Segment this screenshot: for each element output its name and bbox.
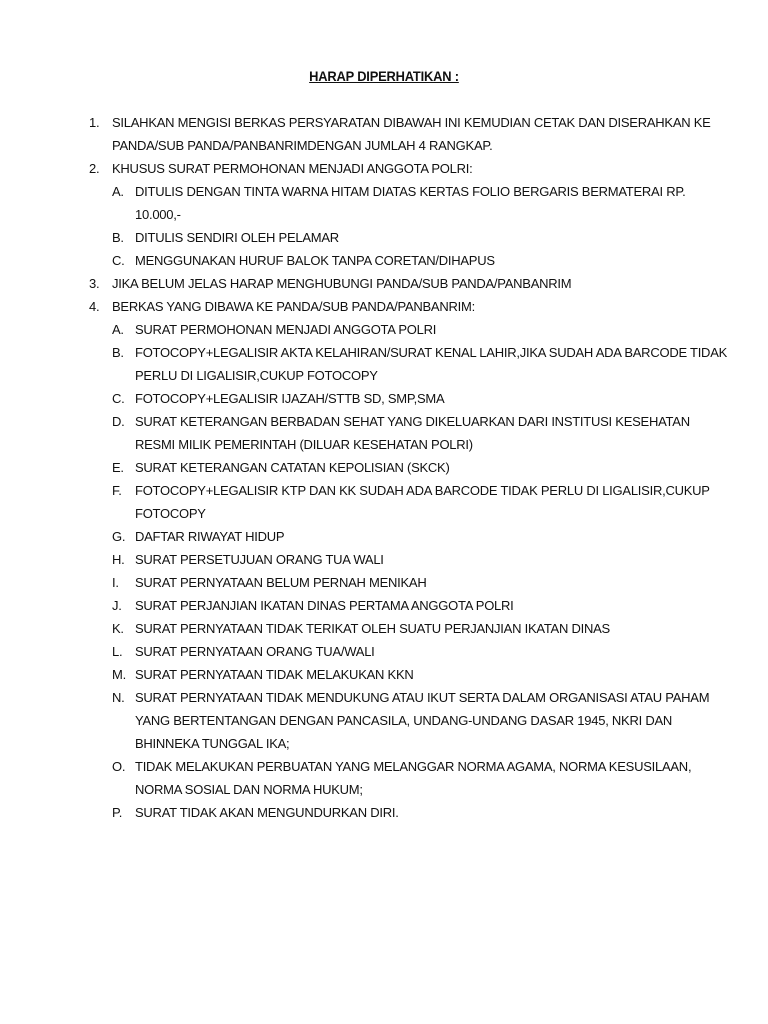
sub-list-item	[112, 801, 689, 824]
list-number: K.	[112, 621, 124, 636]
sub-list-item	[112, 318, 689, 341]
list-text	[112, 157, 689, 180]
text-line: 10.000,-	[135, 207, 181, 222]
list-text	[112, 111, 711, 157]
text-line: SILAHKAN MENGISI BERKAS PERSYARATAN DIBAWAH INI KEMUDIAN CETAK DAN DISERAHKAN KE	[112, 115, 711, 130]
text-line: SURAT PERNYATAAN BELUM PERNAH MENIKAH	[135, 575, 427, 590]
text-line: TIDAK MELAKUKAN PERBUATAN YANG MELANGGAR NORMA AGAMA, NORMA KESUSILAAN,	[135, 759, 692, 774]
list-number: M.	[112, 667, 126, 682]
text-line: NORMA SOSIAL DAN NORMA HUKUM;	[135, 782, 363, 797]
list-text	[135, 594, 689, 617]
text-line: FOTOCOPY+LEGALISIR IJAZAH/STTB SD, SMP,SMA	[135, 391, 445, 406]
text-line: PERLU DI LIGALISIR,CUKUP FOTOCOPY	[135, 368, 378, 383]
text-line: FOTOCOPY	[135, 506, 206, 521]
list-text	[135, 571, 689, 594]
list-text	[135, 801, 689, 824]
sub-list-item	[112, 548, 689, 571]
list-text	[135, 226, 689, 249]
text-line: JIKA BELUM JELAS HARAP MENGHUBUNGI PANDA/SUB PANDA/PANBANRIM	[112, 276, 572, 291]
sub-list-item	[112, 686, 710, 755]
list-text	[112, 295, 689, 318]
list-number: N.	[112, 690, 125, 705]
list-text	[135, 387, 689, 410]
text-line: DAFTAR RIWAYAT HIDUP	[135, 529, 285, 544]
sub-list-item	[112, 341, 728, 387]
text-line: FOTOCOPY+LEGALISIR AKTA KELAHIRAN/SURAT KENAL LAHIR,JIKA SUDAH ADA BARCODE TIDAK	[135, 345, 728, 360]
text-line: SURAT PERSETUJUAN ORANG TUA WALI	[135, 552, 384, 567]
list-number: B.	[112, 230, 124, 245]
text-line: SURAT TIDAK AKAN MENGUNDURKAN DIRI.	[135, 805, 399, 820]
sub-list-item	[112, 456, 689, 479]
list-text	[135, 640, 689, 663]
sub-list-item	[112, 180, 689, 226]
list-text	[135, 249, 689, 272]
list-item	[89, 272, 689, 295]
text-line: BHINNEKA TUNGGAL IKA;	[135, 736, 290, 751]
list-text	[135, 663, 689, 686]
requirements-list	[89, 111, 728, 824]
sub-list-item	[112, 617, 689, 640]
text-line: PANDA/SUB PANDA/PANBANRIMDENGAN JUMLAH 4 RANGKAP.	[112, 138, 493, 153]
list-text	[135, 525, 689, 548]
text-line: DITULIS SENDIRI OLEH PELAMAR	[135, 230, 339, 245]
list-number: B.	[112, 345, 124, 360]
text-line: SURAT PERJANJIAN IKATAN DINAS PERTAMA ANGGOTA POLRI	[135, 598, 514, 613]
list-number: E.	[112, 460, 124, 475]
list-number: A.	[112, 322, 124, 337]
sub-list-item	[112, 226, 689, 249]
list-number: C.	[112, 391, 125, 406]
list-item	[89, 295, 689, 318]
text-line: SURAT PERNYATAAN TIDAK TERIKAT OLEH SUATU PERJANJIAN IKATAN DINAS	[135, 621, 610, 636]
list-number: 2.	[89, 161, 100, 176]
list-item	[89, 111, 711, 157]
list-text	[135, 456, 689, 479]
sub-list-item	[112, 640, 689, 663]
text-line: YANG BERTENTANGAN DENGAN PANCASILA, UNDANG-UNDANG DASAR 1945, NKRI DAN	[135, 713, 673, 728]
text-line: MENGGUNAKAN HURUF BALOK TANPA CORETAN/DIHAPUS	[135, 253, 495, 268]
sub-list-item	[112, 410, 689, 456]
list-text	[135, 341, 727, 387]
list-number: P.	[112, 805, 123, 820]
list-number: F.	[112, 483, 122, 498]
text-line: FOTOCOPY+LEGALISIR KTP DAN KK SUDAH ADA BARCODE TIDAK PERLU DI LIGALISIR,CUKUP	[135, 483, 710, 498]
list-text	[135, 617, 689, 640]
list-text	[135, 410, 690, 456]
list-number: D.	[112, 414, 125, 429]
text-line: BERKAS YANG DIBAWA KE PANDA/SUB PANDA/PANBANRIM:	[112, 299, 475, 314]
text-line: SURAT PERMOHONAN MENJADI ANGGOTA POLRI	[135, 322, 437, 337]
list-number: C.	[112, 253, 125, 268]
list-number: I.	[112, 575, 119, 590]
list-number: H.	[112, 552, 125, 567]
list-text	[135, 755, 691, 801]
text-line: SURAT KETERANGAN CATATAN KEPOLISIAN (SKCK)	[135, 460, 450, 475]
list-number: J.	[112, 598, 122, 613]
text-line: SURAT KETERANGAN BERBADAN SEHAT YANG DIKELUARKAN DARI INSTITUSI KESEHATAN	[135, 414, 690, 429]
sub-list-item	[112, 387, 689, 410]
list-number: O.	[112, 759, 126, 774]
list-number: L.	[112, 644, 123, 659]
text-line: SURAT PERNYATAAN TIDAK MENDUKUNG ATAU IKUT SERTA DALAM ORGANISASI ATAU PAHAM	[135, 690, 710, 705]
sub-list-item	[112, 663, 689, 686]
sub-list-item	[112, 571, 689, 594]
text-line: DITULIS DENGAN TINTA WARNA HITAM DIATAS KERTAS FOLIO BERGARIS BERMATERAI RP.	[135, 184, 686, 199]
list-text	[135, 548, 689, 571]
list-text	[135, 318, 689, 341]
list-number: G.	[112, 529, 126, 544]
text-line: RESMI MILIK PEMERINTAH (DILUAR KESEHATAN POLRI)	[135, 437, 473, 452]
list-number: 4.	[89, 299, 100, 314]
list-item	[89, 157, 689, 180]
list-text	[112, 272, 689, 295]
list-number: 3.	[89, 276, 100, 291]
sub-list-item	[112, 755, 692, 801]
sub-list-item	[112, 594, 689, 617]
list-text	[135, 686, 709, 755]
sub-list-item	[112, 525, 689, 548]
text-line: KHUSUS SURAT PERMOHONAN MENJADI ANGGOTA POLRI:	[112, 161, 473, 176]
list-number: 1.	[89, 115, 100, 130]
document-title: HARAP DIPERHATIKAN :	[309, 68, 459, 84]
sub-list-item	[112, 249, 689, 272]
text-line: SURAT PERNYATAAN TIDAK MELAKUKAN KKN	[135, 667, 414, 682]
text-line: SURAT PERNYATAAN ORANG TUA/WALI	[135, 644, 375, 659]
list-text	[135, 479, 710, 525]
list-number: A.	[112, 184, 124, 199]
sub-list-item	[112, 479, 710, 525]
list-text	[135, 180, 689, 226]
